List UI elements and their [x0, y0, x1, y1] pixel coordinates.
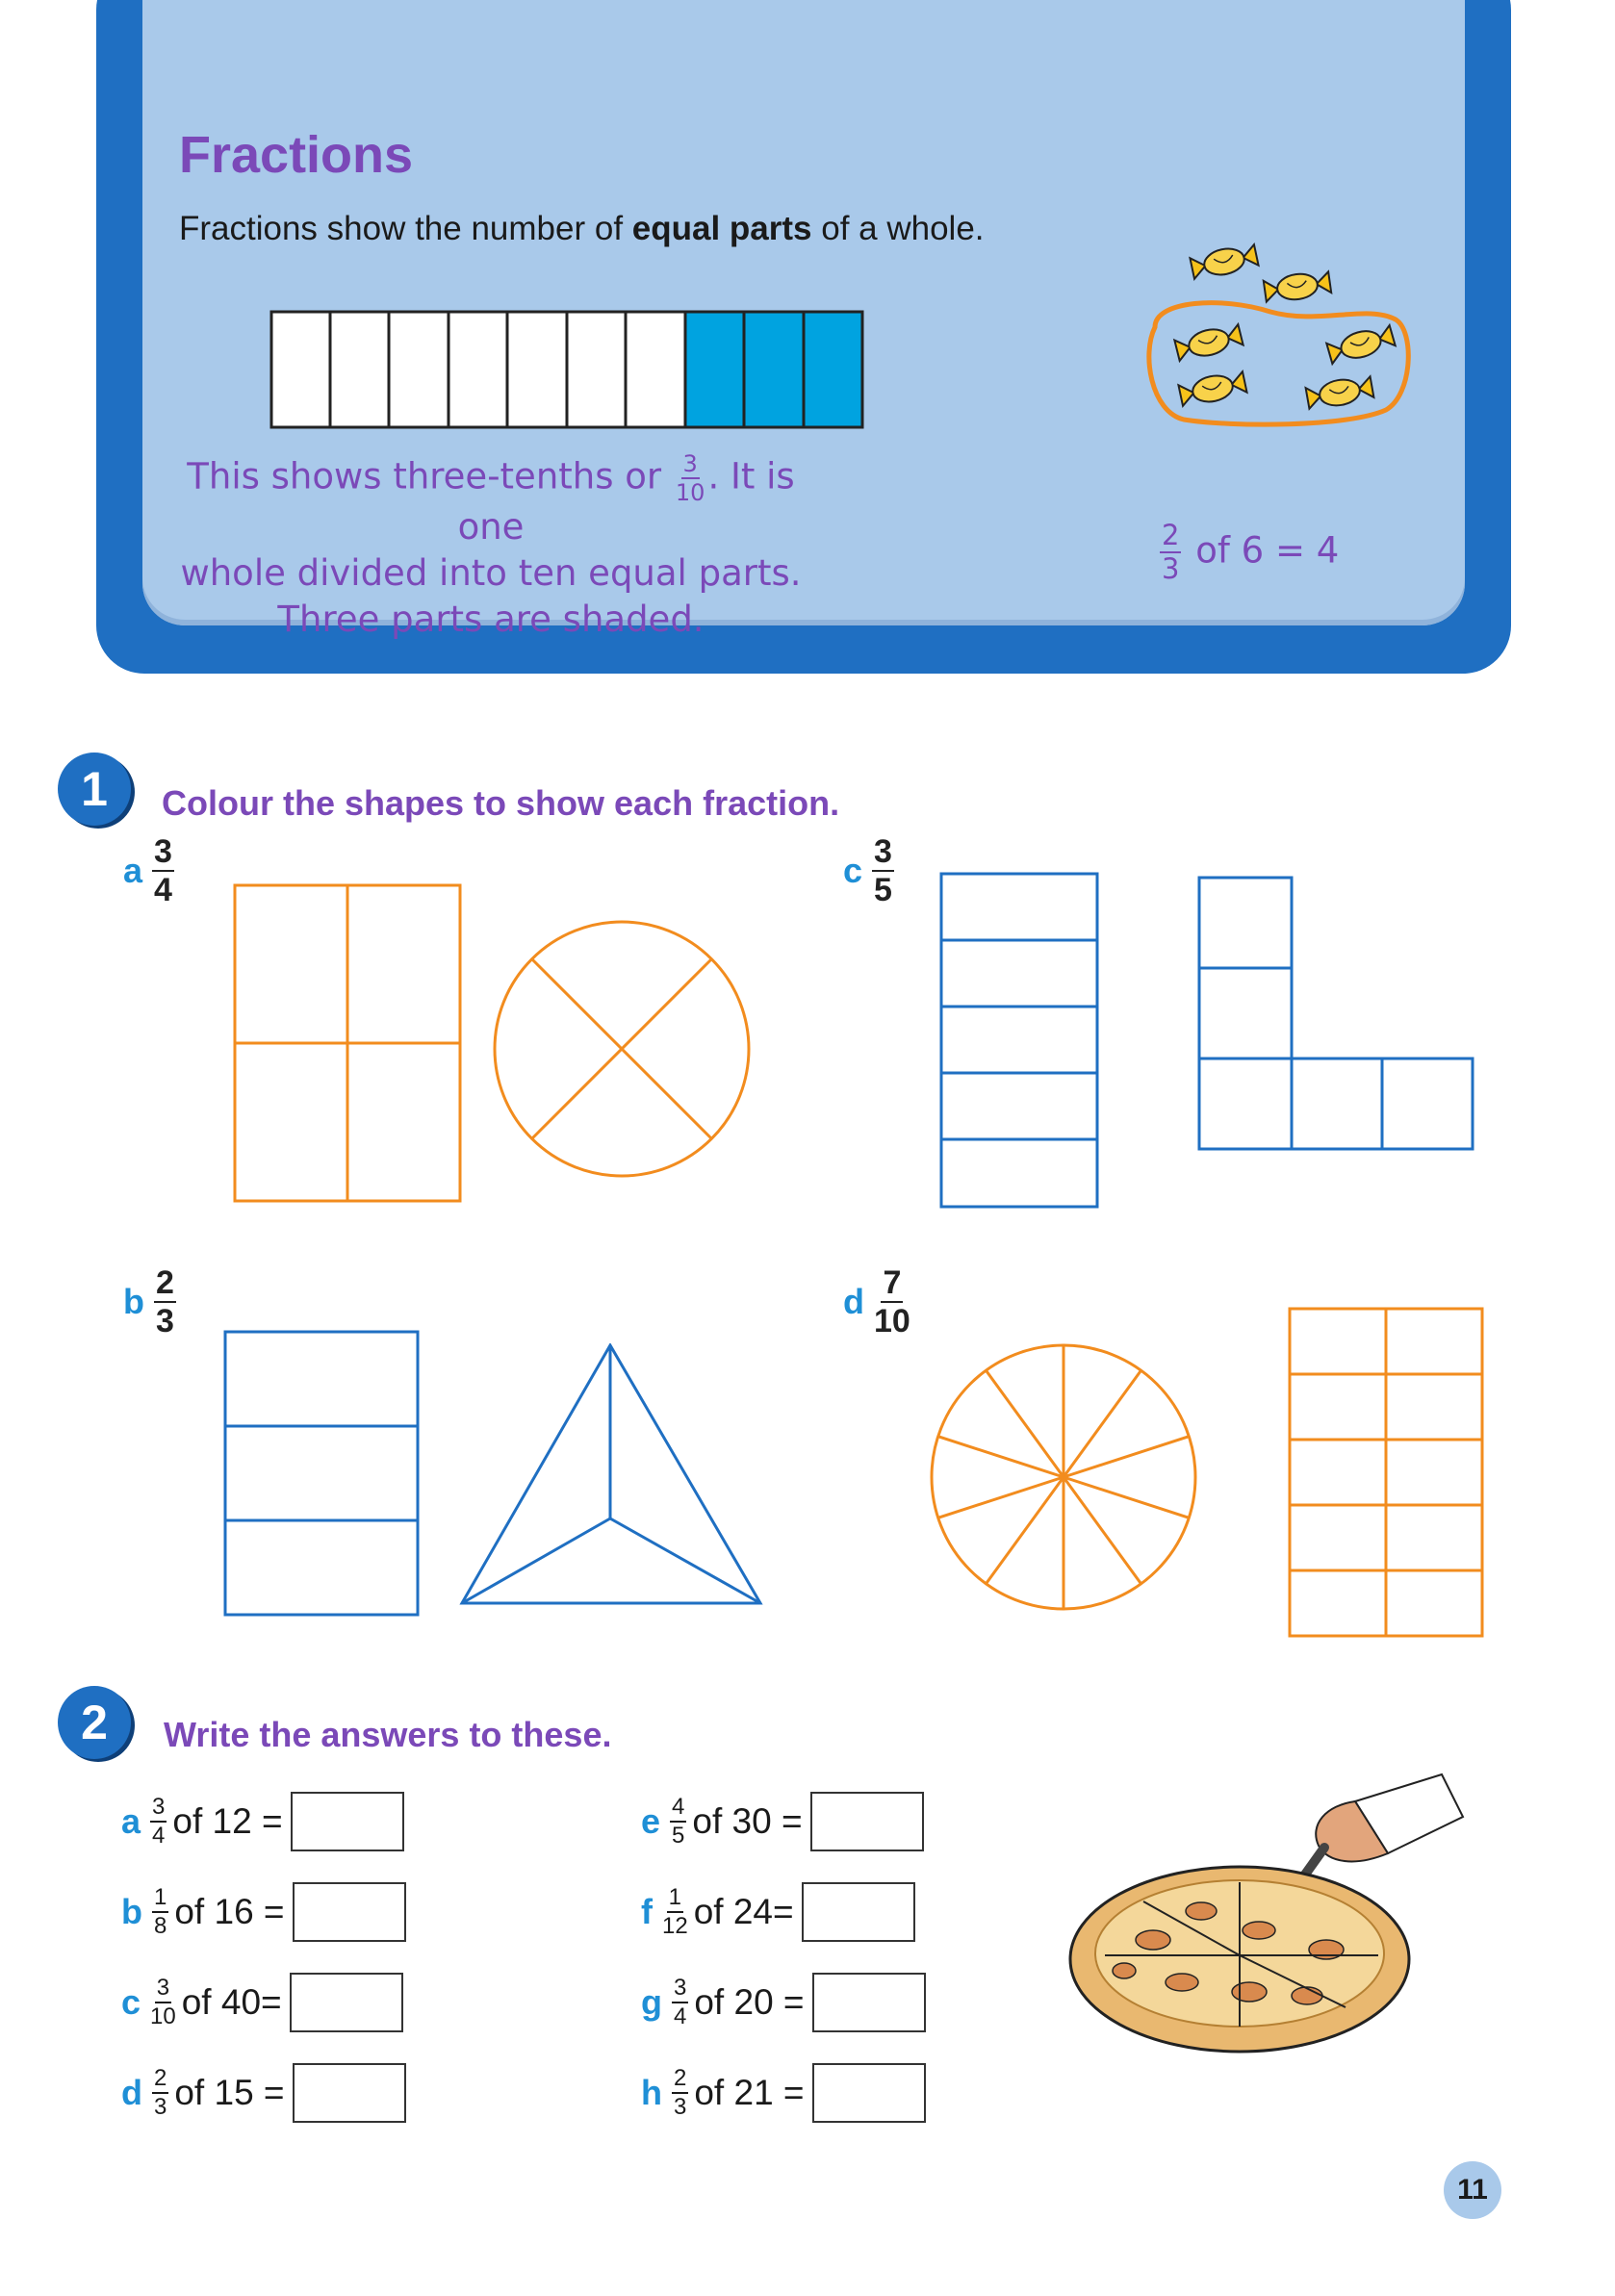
- answer-box-g[interactable]: [812, 1973, 926, 2032]
- answer-box-d[interactable]: [293, 2063, 406, 2123]
- info-example: $\frac{2}{3}$ of 6 = 4: [1162, 519, 1340, 585]
- triangle-thirds-shape[interactable]: [458, 1343, 764, 1607]
- sweets-circle: [1149, 303, 1408, 424]
- l-shape-fifths-shape[interactable]: [1197, 876, 1476, 1153]
- circle-tenths-shape[interactable]: [928, 1341, 1199, 1613]
- rectangle-fifths-shape[interactable]: [939, 872, 1101, 1211]
- page-number: 11: [1444, 2161, 1501, 2219]
- exercise-row-d: d $\frac{2}{3}$ of 15 =: [121, 2063, 406, 2123]
- page-title: Fractions: [179, 126, 414, 184]
- exercise-row-b: b $\frac{1}{8}$ of 16 =: [121, 1882, 406, 1942]
- answer-box-b[interactable]: [293, 1882, 406, 1942]
- part-c-label: c $\frac{3}{5}$: [843, 833, 892, 908]
- grid-tenths-shape[interactable]: [1288, 1307, 1486, 1640]
- circle-quarters-shape[interactable]: [491, 918, 753, 1180]
- info-intro: Fractions show the number of equal parts of a whole.: [179, 210, 985, 247]
- part-b-label: b $\frac{2}{3}$: [123, 1264, 174, 1339]
- question-2-title: Write the answers to these.: [164, 1715, 612, 1754]
- answer-box-c[interactable]: [290, 1973, 403, 2032]
- part-d-label: d $\frac{7}{10}$: [843, 1264, 910, 1339]
- rectangle-thirds-shape[interactable]: [223, 1330, 422, 1619]
- answer-box-f[interactable]: [802, 1882, 915, 1942]
- sweets-illustration: [1116, 231, 1424, 443]
- exercise-row-e: e $\frac{4}{5}$ of 30 =: [641, 1792, 924, 1851]
- exercise-row-g: g $\frac{3}{4}$ of 20 =: [641, 1973, 926, 2032]
- fraction-three-tenths: $\frac{3}{10}$: [675, 450, 705, 506]
- part-a-label: a $\frac{3}{4}$: [123, 833, 172, 908]
- answer-box-e[interactable]: [810, 1792, 924, 1851]
- exercise-row-h: h $\frac{2}{3}$ of 21 =: [641, 2063, 926, 2123]
- answer-box-a[interactable]: [291, 1792, 404, 1851]
- exercise-row-a: a $\frac{3}{4}$ of 12 =: [121, 1792, 404, 1851]
- answer-box-h[interactable]: [812, 2063, 926, 2123]
- tenths-bar: [269, 310, 866, 431]
- fraction-two-thirds: $\frac{2}{3}$: [1162, 519, 1180, 585]
- rectangle-quarters-shape[interactable]: [233, 883, 464, 1205]
- exercise-row-f: f $\frac{1}{12}$ of 24=: [641, 1882, 915, 1942]
- pizza-cutter-illustration: [1066, 1767, 1490, 2094]
- tenths-bar-shaded-part: [685, 312, 862, 427]
- question-2-badge: 2: [58, 1686, 131, 1759]
- question-1-badge: 1: [58, 753, 131, 826]
- info-caption: This shows three-tenths or $\frac{3}{10}$ . It is one whole divided into ten equal parts. Three parts are shaded.: [180, 450, 802, 640]
- exercise-row-c: c $\frac{3}{10}$ of 40=: [121, 1973, 403, 2032]
- question-1-title: Colour the shapes to show each fraction.: [162, 783, 840, 823]
